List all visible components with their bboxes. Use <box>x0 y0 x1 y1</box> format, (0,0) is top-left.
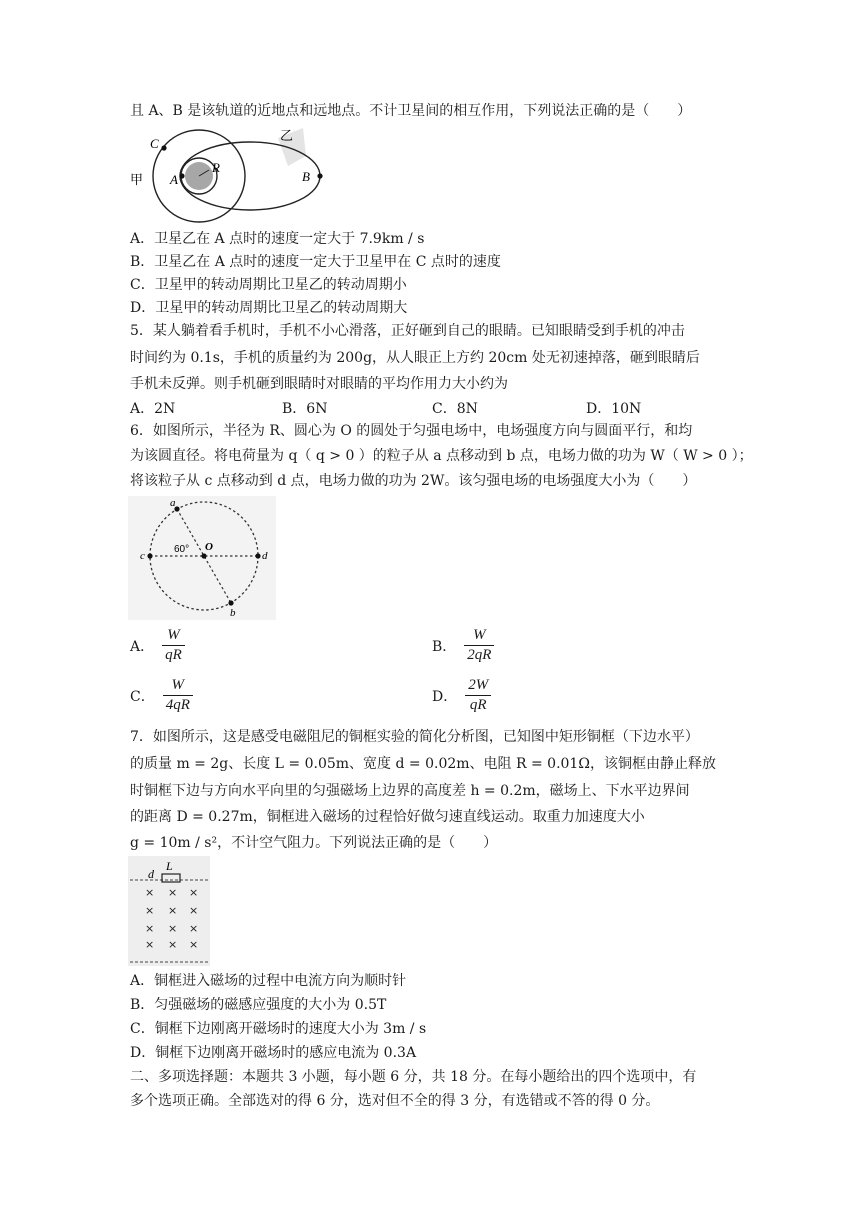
orbit-label-C: C <box>150 136 159 151</box>
q6-line-3: 将该粒子从 c 点移动到 d 点，电场力做的功为 2W。该匀强电场的电场强度大小为（ ） <box>130 473 697 489</box>
field-cross: × <box>168 904 178 917</box>
q5-option-c: C．8N <box>432 401 478 417</box>
q6-option-b-fraction <box>464 626 494 665</box>
field-label-a: a <box>170 497 176 509</box>
orbit-label-B: B <box>302 169 310 184</box>
q6-option-d <box>432 676 491 715</box>
field-cross: × <box>189 904 199 917</box>
field-cross: × <box>145 904 155 917</box>
q5-line-1: 5．某人躺着看手机时，手机不小心滑落，正好砸到自己的眼睛。已知眼睛受到手机的冲击 <box>130 323 685 339</box>
circle-field-figure <box>128 496 276 620</box>
frame-label-d: d <box>148 867 154 881</box>
q4-option-c: C．卫星甲的转动周期比卫星乙的转动周期小 <box>130 277 407 293</box>
orbit-label-A: A <box>170 172 178 187</box>
q6-option-c-fraction <box>163 676 193 715</box>
q7-line-3: 时铜框下边与方向水平向里的匀强磁场上边界的高度差 h = 0.2m，磁场上、下水平边界间 <box>130 783 690 799</box>
field-cross: × <box>145 938 155 951</box>
orbit-figure <box>128 126 328 224</box>
field-label-angle: 60° <box>174 544 190 555</box>
q6-option-a-den: qR <box>165 647 182 663</box>
q6-option-a-fraction <box>162 626 185 665</box>
q7-line-5: g = 10m / s²，不计空气阻力。下列说法正确的是（ ） <box>130 835 498 851</box>
q6-option-c-letter: C． <box>130 688 155 705</box>
orbit-label-jia: 甲 <box>130 173 144 188</box>
q6-option-b <box>432 626 494 665</box>
q6-option-d-letter: D． <box>432 688 458 705</box>
q6-line-2: 为该圆直径。将电荷量为 q（ q > 0 ）的粒子从 a 点移动到 b 点，电场力做的功为 W（ W > 0 ）； <box>130 448 753 464</box>
section2-line-2: 多个选项正确。全部选对的得 6 分，选对但不全的得 3 分，有选错或不答的得 0 分。 <box>130 1093 660 1109</box>
q4-option-b: B．卫星乙在 A 点时的速度一定大于卫星甲在 C 点时的速度 <box>130 254 501 270</box>
field-label-O: O <box>205 541 213 553</box>
q5-option-d: D．10N <box>586 401 642 417</box>
q6-option-d-fraction <box>465 676 491 715</box>
q6-option-b-den: 2qR <box>467 647 492 663</box>
q6-option-d-num: 2W <box>468 677 489 693</box>
q4-stem: 且 A、B 是该轨道的近地点和远地点。不计卫星间的相互作用，下列说法正确的是（ ） <box>130 103 692 119</box>
q6-option-b-letter: B． <box>432 638 457 655</box>
q6-option-c <box>130 676 193 715</box>
field-cross: × <box>189 938 199 951</box>
q6-option-c-den: 4qR <box>165 697 190 713</box>
field-cross: × <box>145 886 155 899</box>
q5-option-b: B．6N <box>282 401 328 417</box>
field-label-c: c <box>140 550 145 562</box>
q7-line-4: 的距离 D = 0.27m，铜框进入磁场的过程恰好做匀速直线运动。取重力加速度大小 <box>130 809 645 825</box>
q6-option-b-num: W <box>473 627 486 643</box>
frame-label-L: L <box>166 859 173 873</box>
field-cross: × <box>168 938 178 951</box>
q6-option-d-den: qR <box>469 697 487 713</box>
q7-option-b: B．匀强磁场的磁感应强度的大小为 0.5T <box>130 997 387 1013</box>
field-cross: × <box>168 886 178 899</box>
orbit-label-yi: 乙 <box>280 129 294 144</box>
q6-option-a <box>130 626 185 665</box>
q7-line-1: 7．如图所示，这是感受电磁阻尼的铜框实验的简化分析图，已知图中矩形铜框（下边水平） <box>130 729 699 745</box>
field-cross: × <box>189 922 199 935</box>
q7-option-a: A．铜框进入磁场的过程中电流方向为顺时针 <box>130 973 407 989</box>
field-cross: × <box>145 922 155 935</box>
q6-line-1: 6．如图所示，半径为 R、圆心为 O 的圆处于匀强电场中，电场强度方向与圆面平行，和均 <box>130 423 693 439</box>
q6-option-a-letter: A． <box>130 638 155 655</box>
q7-option-c: C．铜框下边刚离开磁场时的速度大小为 3m / s <box>130 1021 427 1037</box>
q5-option-a: A．2N <box>130 401 176 417</box>
q5-line-3: 手机未反弹。则手机砸到眼睛时对眼睛的平均作用力大小约为 <box>130 376 508 392</box>
q6-option-a-num: W <box>167 627 180 643</box>
field-cross: × <box>168 922 178 935</box>
q5-line-2: 时间约为 0.1s，手机的质量约为 200g，从人眼正上方约 20cm 处无初速掉落，砸到眼睛后 <box>130 350 700 366</box>
q4-option-d: D．卫星甲的转动周期比卫星乙的转动周期大 <box>130 300 408 316</box>
q4-option-a: A．卫星乙在 A 点时的速度一定大于 7.9km / s <box>130 231 425 247</box>
q7-option-d: D．铜框下边刚离开磁场时的感应电流为 0.3A <box>130 1045 417 1061</box>
magnetic-field-figure <box>128 856 210 966</box>
orbit-label-R: R <box>212 160 220 175</box>
field-cross: × <box>189 886 199 899</box>
q7-line-2: 的质量 m = 2g、长度 L = 0.05m、宽度 d = 0.02m、电阻 R = 0.01Ω，该铜框由静止释放 <box>130 756 716 772</box>
field-label-d: d <box>262 550 268 562</box>
section2-line-1: 二、多项选择题：本题共 3 小题，每小题 6 分，共 18 分。在每小题给出的四个选项中，有 <box>130 1069 697 1085</box>
field-label-b: b <box>230 607 236 619</box>
q6-option-c-num: W <box>171 677 185 693</box>
